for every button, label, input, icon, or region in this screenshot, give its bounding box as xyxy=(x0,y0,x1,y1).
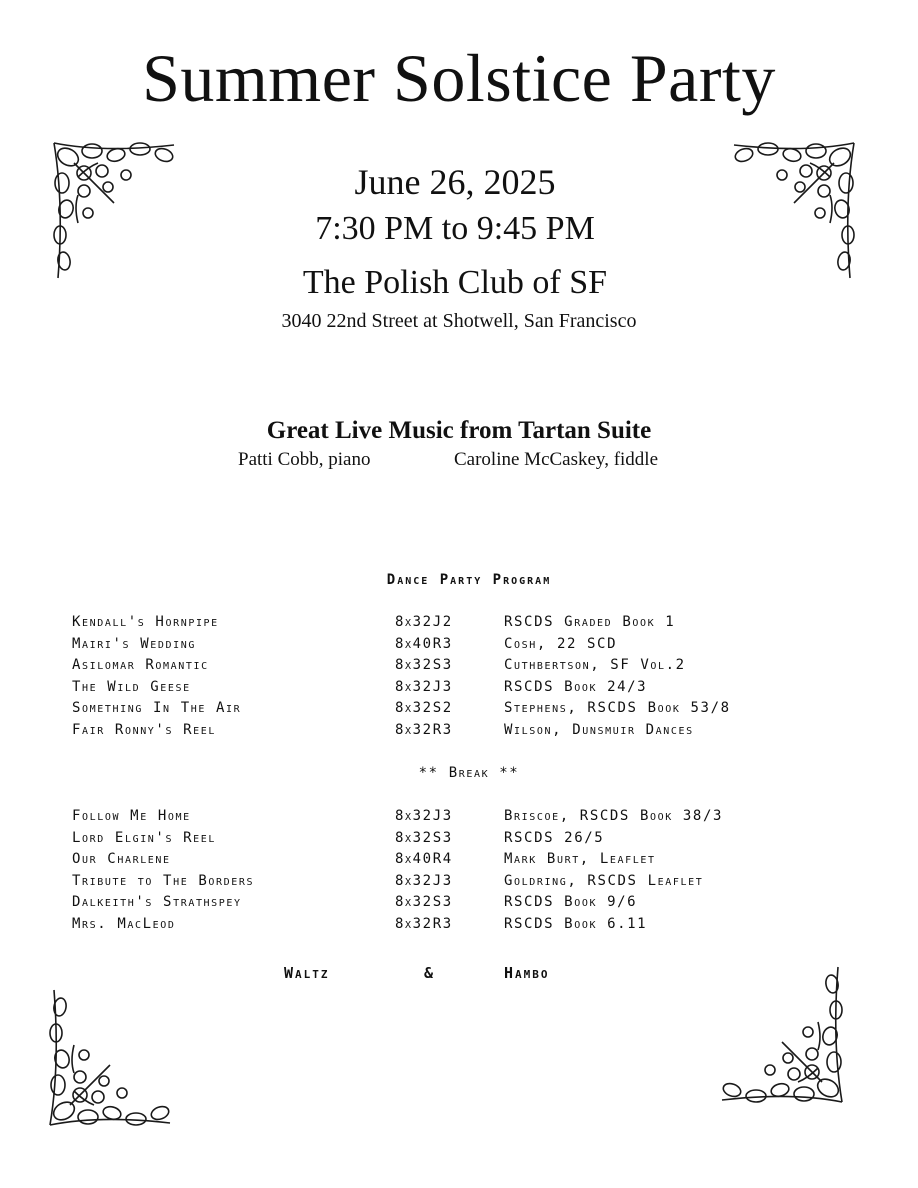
closing-waltz: Waltz xyxy=(284,964,330,982)
dance-formation: 8x32J2 xyxy=(395,614,453,630)
dance-name: Kendall's Hornpipe xyxy=(72,614,219,630)
dance-formation: 8x32J3 xyxy=(395,872,453,889)
dance-name: Dalkeith's Strathspey xyxy=(72,894,242,911)
musician-piano: Patti Cobb, piano xyxy=(238,449,371,470)
dance-formation: 8x32R3 xyxy=(395,915,453,932)
dance-formation: 8x32S3 xyxy=(395,829,453,846)
dance-name: Mairi's Wedding xyxy=(72,635,196,652)
dance-source: RSCDS Book 9/6 xyxy=(504,894,638,911)
dance-name: Mrs. MacLeod xyxy=(72,915,176,932)
dance-formation: 8x32S3 xyxy=(395,657,453,674)
dance-name: Tribute to The Borders xyxy=(72,872,255,889)
music-heading: Great Live Music from Tartan Suite xyxy=(266,417,652,444)
dance-row xyxy=(72,828,872,850)
dance-source: Mark Burt, Leaflet xyxy=(504,851,656,868)
dance-formation: 8x32R3 xyxy=(395,721,453,738)
event-title: Summer Solstice Party xyxy=(142,40,776,116)
event-venue: The Polish Club of SF xyxy=(302,264,608,301)
dance-name: Asilomar Romantic xyxy=(72,657,209,674)
dance-row xyxy=(72,892,872,914)
dance-list-second-half xyxy=(72,806,872,936)
dance-row xyxy=(72,655,872,677)
dance-row xyxy=(72,677,872,699)
dance-name: Our Charlene xyxy=(72,851,171,868)
dance-row xyxy=(72,806,872,828)
dance-source: RSCDS 26/5 xyxy=(504,829,605,846)
dance-row xyxy=(72,871,872,893)
dance-source: Cosh, 22 SCD xyxy=(504,635,618,652)
dance-source: Cuthbertson, SF Vol.2 xyxy=(504,657,686,674)
break-label: ** Break ** xyxy=(418,765,520,781)
program-heading: Dance Party Program xyxy=(386,572,552,588)
dance-name: The Wild Geese xyxy=(72,678,191,695)
dance-formation: 8x40R3 xyxy=(395,635,453,652)
dance-formation: 8x32J3 xyxy=(395,678,453,695)
musician-fiddle: Caroline McCaskey, fiddle xyxy=(454,449,659,470)
dance-source: Wilson, Dunsmuir Dances xyxy=(504,721,694,738)
closing-hambo: Hambo xyxy=(504,964,550,982)
dance-name: Lord Elgin's Reel xyxy=(72,829,216,846)
dance-name: Fair Ronny's Reel xyxy=(72,721,216,738)
dance-source: RSCDS Graded Book 1 xyxy=(504,614,676,630)
dance-formation: 8x32J3 xyxy=(395,808,453,824)
dance-formation: 8x32S2 xyxy=(395,700,453,717)
floral-corner-bottom-left-icon xyxy=(40,985,180,1135)
dance-list-first-half xyxy=(72,612,872,742)
dance-row xyxy=(72,914,872,936)
dance-row xyxy=(72,698,872,720)
closing-ampersand: & xyxy=(424,964,436,982)
dance-name: Something In The Air xyxy=(72,700,242,717)
dance-row xyxy=(72,612,872,634)
dance-source: RSCDS Book 24/3 xyxy=(504,678,648,695)
dance-source: Stephens, RSCDS Book 53/8 xyxy=(504,700,731,717)
dance-row xyxy=(72,720,872,742)
dance-source: RSCDS Book 6.11 xyxy=(504,915,648,932)
dance-row xyxy=(72,634,872,656)
event-time: 7:30 PM to 9:45 PM xyxy=(315,210,595,247)
dance-row xyxy=(72,849,872,871)
event-date: June 26, 2025 xyxy=(354,162,556,202)
dance-source: Briscoe, RSCDS Book 38/3 xyxy=(504,808,724,824)
event-address: 3040 22nd Street at Shotwell, San Francisco xyxy=(281,310,637,332)
dance-formation: 8x32S3 xyxy=(395,894,453,911)
dance-source: Goldring, RSCDS Leaflet xyxy=(504,872,704,889)
floral-corner-bottom-right-icon xyxy=(712,962,852,1112)
dance-formation: 8x40R4 xyxy=(395,851,453,868)
dance-name: Follow Me Home xyxy=(72,808,191,824)
